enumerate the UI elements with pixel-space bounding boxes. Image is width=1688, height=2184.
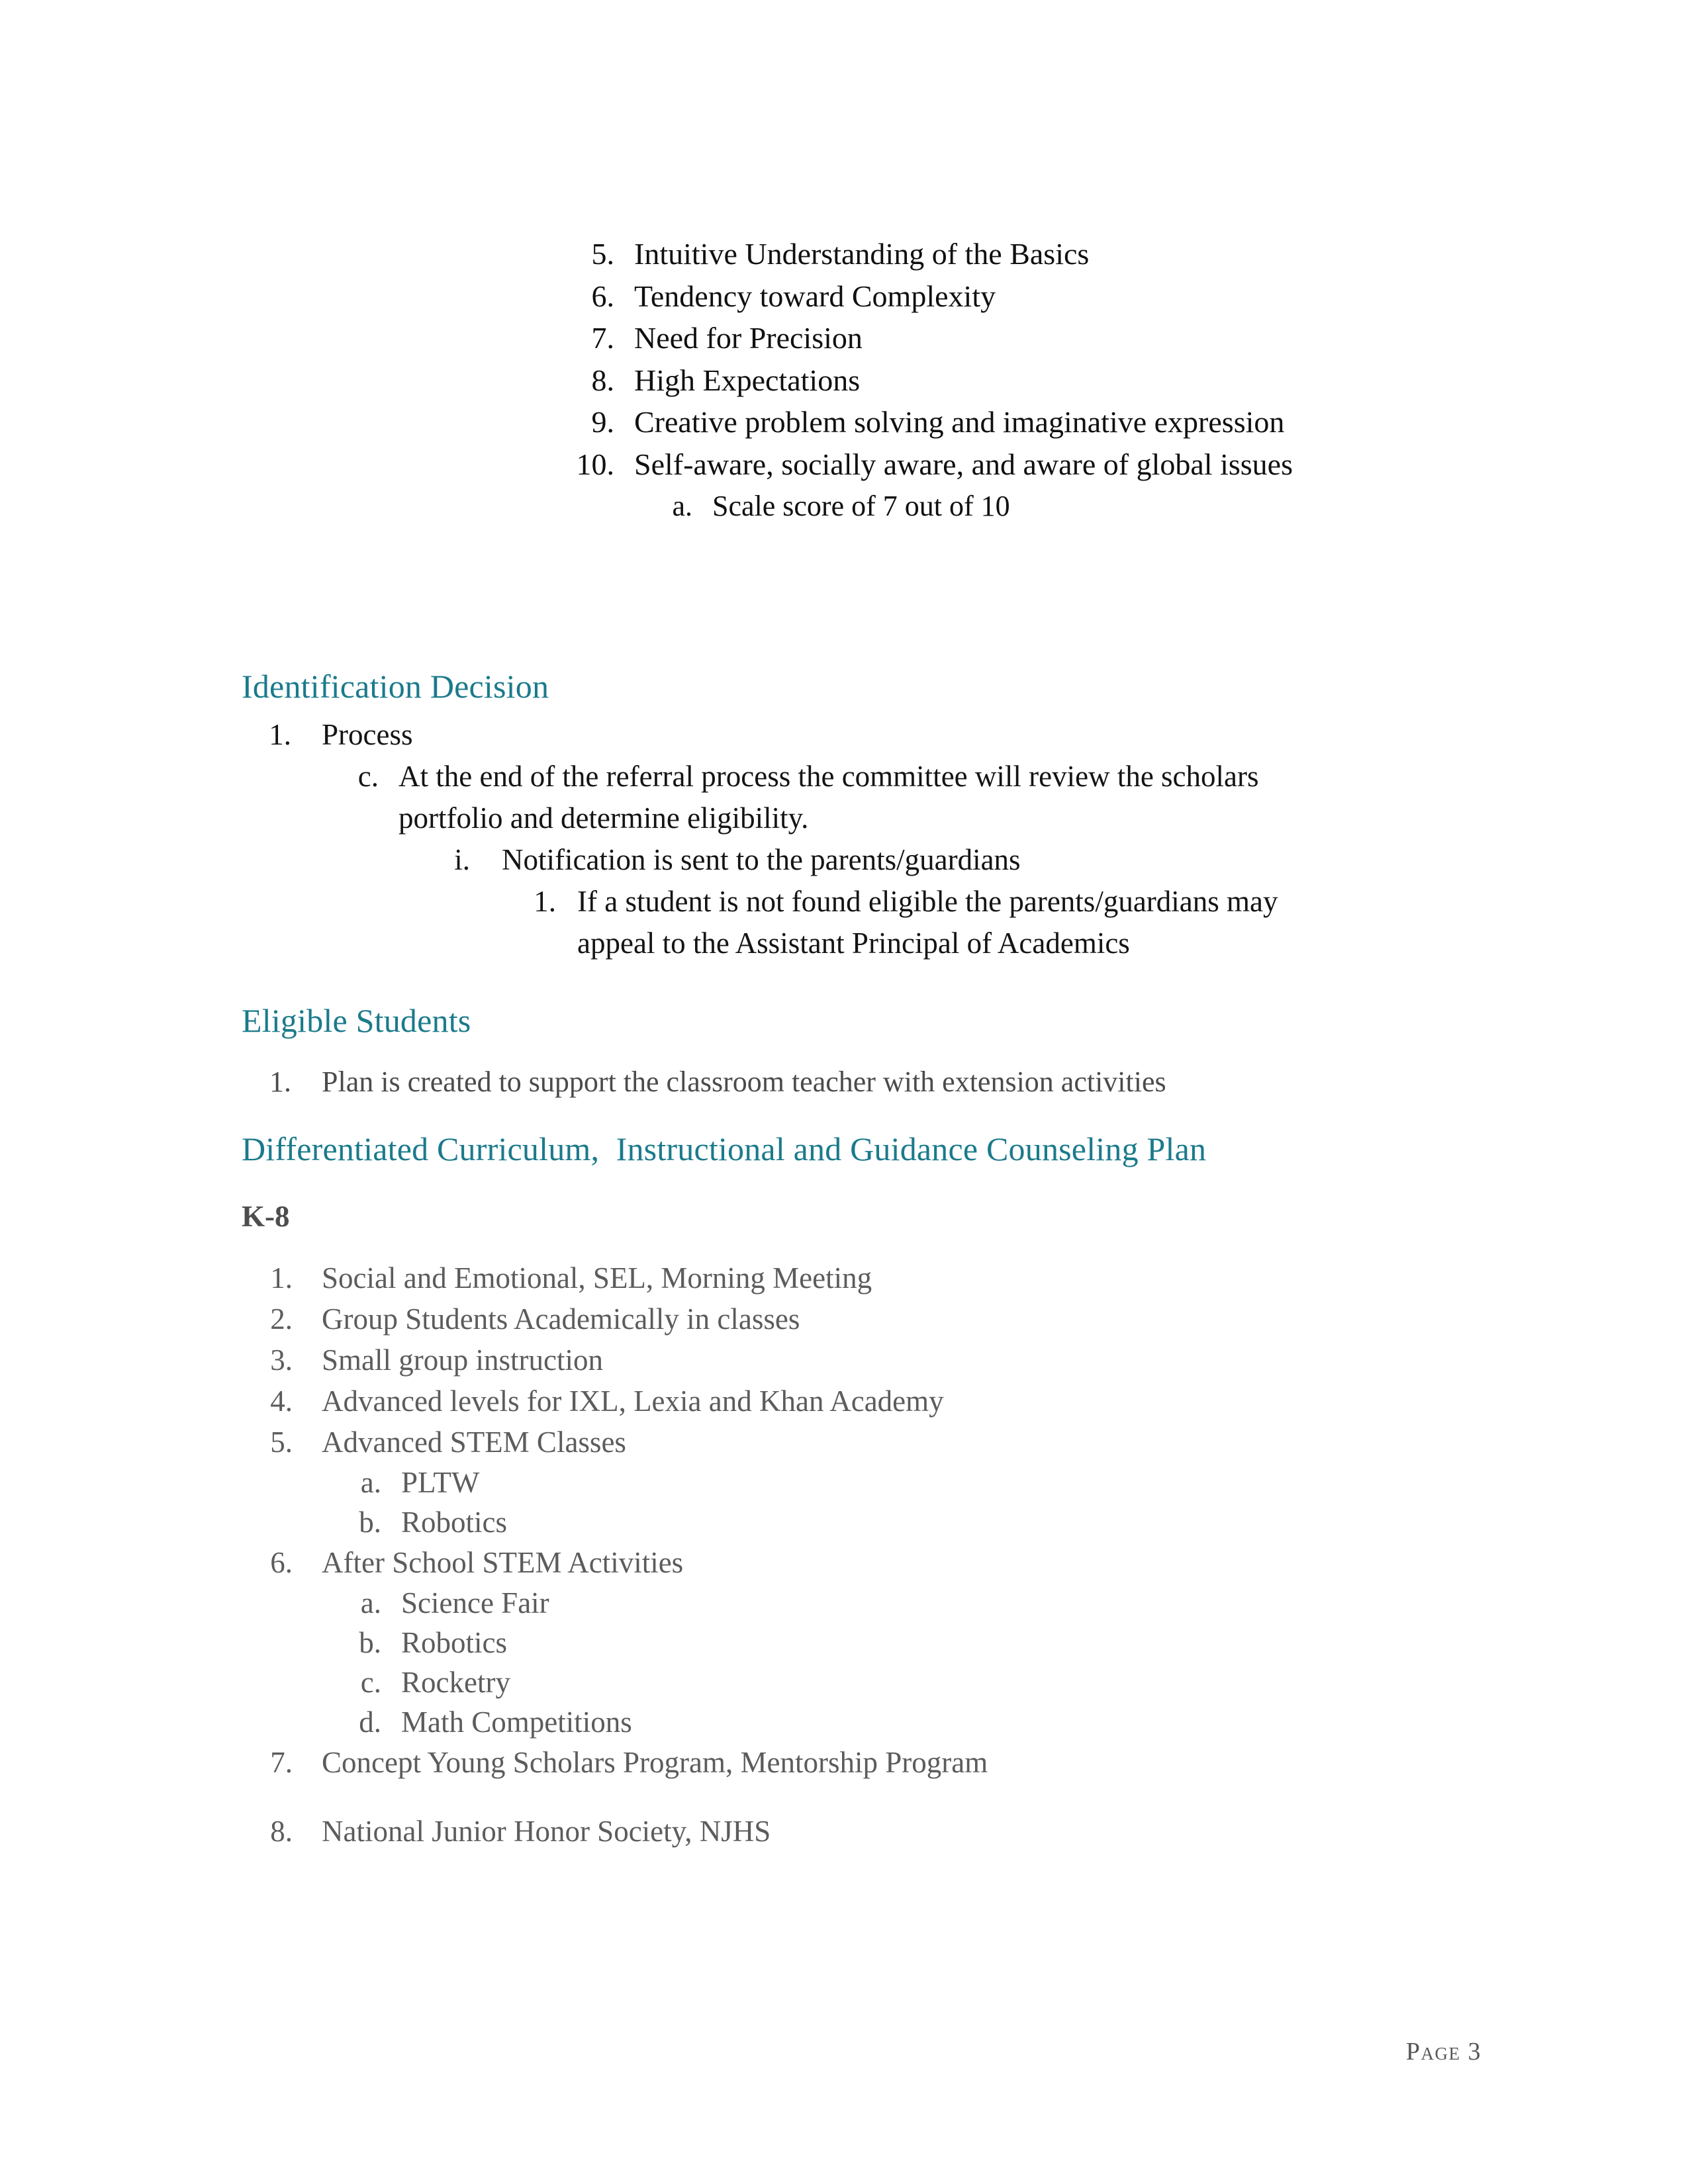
list-marker: 8. [591, 363, 614, 397]
list-spacer [0, 1783, 1688, 1811]
list-marker: c. [357, 760, 379, 793]
list-item-text: Concept Young Scholars Program, Mentorship Program [322, 1746, 988, 1779]
list-item-text: At the end of the referral process the committee will review the scholars portfolio and determine eligibility. [399, 760, 1259, 835]
list-item [0, 485, 1688, 527]
list-marker: a. [360, 1466, 381, 1499]
list-item-text: National Junior Honor Society, NJHS [322, 1815, 771, 1848]
list-item [0, 1257, 1688, 1298]
list-item-text: Advanced STEM Classes [322, 1426, 626, 1459]
list-item [0, 317, 1688, 359]
list-item [0, 1742, 1688, 1783]
list-item [0, 1422, 1688, 1463]
heading-differentiated-curriculum: Differentiated Curriculum, Instructional and Guidance Counseling Plan [242, 1130, 1207, 1167]
list-item-text: Scale score of 7 out of 10 [712, 490, 1010, 522]
list-item-text: Social and Emotional, SEL, Morning Meeting [322, 1261, 872, 1295]
k8-curriculum-section [0, 1257, 1688, 1852]
list-item [0, 1662, 1688, 1702]
list-item [0, 1623, 1688, 1662]
list-item-text: Robotics [401, 1626, 508, 1659]
list-marker: 1. [270, 1261, 293, 1295]
list-item-text: Science Fair [401, 1586, 549, 1619]
list-item-text: Creative problem solving and imaginative expression [634, 405, 1285, 439]
heading-eligible-students: Eligible Students [242, 1002, 471, 1039]
list-item [0, 1298, 1688, 1340]
list-item [0, 1583, 1688, 1623]
list-item-text: Robotics [401, 1506, 508, 1539]
list-item-text: Need for Precision [634, 321, 863, 355]
page-number-footer: Page 3 [1405, 2038, 1481, 2066]
eligible-students-list [0, 1062, 1688, 1102]
list-item-text: PLTW [401, 1466, 480, 1499]
list-item-text: Small group instruction [322, 1343, 603, 1377]
list-marker: i. [454, 843, 470, 876]
list-marker: 5. [591, 237, 614, 271]
list-item [0, 1502, 1688, 1542]
traits-list-section [0, 233, 1688, 527]
list-item [0, 756, 1688, 839]
process-sub-list [0, 756, 1688, 839]
list-item [0, 839, 1688, 881]
list-item [0, 401, 1688, 443]
list-marker: 6. [591, 279, 614, 313]
list-marker: 8. [270, 1815, 293, 1848]
list-marker: 1. [269, 1066, 291, 1098]
list-item-text: Advanced levels for IXL, Lexia and Khan Academy [322, 1385, 944, 1418]
list-item-text: Plan is created to support the classroom teacher with extension activities [322, 1066, 1166, 1098]
list-item [0, 1811, 1688, 1852]
k8-ordered-list [0, 1257, 1688, 1852]
list-item [0, 1702, 1688, 1742]
k8-sub-list-after-school [0, 1583, 1688, 1742]
list-marker: 7. [591, 321, 614, 355]
list-marker: a. [672, 490, 692, 522]
list-item-text: After School STEM Activities [322, 1546, 684, 1579]
list-marker: b. [359, 1626, 381, 1659]
list-marker: 3. [270, 1343, 293, 1377]
list-marker: 4. [270, 1385, 293, 1418]
list-item-text: Process [322, 718, 413, 751]
list-item [0, 1463, 1688, 1502]
traits-sub-list [0, 485, 1688, 527]
list-item-text: Notification is sent to the parents/guardians [502, 843, 1021, 876]
list-item [0, 714, 1688, 756]
list-item [0, 233, 1688, 275]
notification-list [0, 839, 1688, 881]
subheading-k8: K-8 [242, 1200, 290, 1233]
list-marker: 7. [270, 1746, 293, 1779]
list-item-text: If a student is not found eligible the parents/guardians may appeal to the Assistant Principal of Academics [577, 885, 1278, 960]
list-item [0, 1381, 1688, 1422]
eligible-students-section [0, 1062, 1688, 1102]
list-item-text: Tendency toward Complexity [634, 279, 996, 313]
list-item-text: Math Competitions [401, 1706, 632, 1739]
list-marker: 5. [270, 1426, 293, 1459]
list-item-text: Self-aware, socially aware, and aware of global issues [634, 447, 1293, 481]
list-item [0, 1542, 1688, 1583]
appeal-list [0, 881, 1688, 964]
list-item-text: High Expectations [634, 363, 861, 397]
list-item [0, 881, 1688, 964]
list-item [0, 275, 1688, 318]
list-item [0, 359, 1688, 402]
list-item [0, 1340, 1688, 1381]
list-marker: 10. [576, 447, 614, 481]
traits-ordered-list [0, 233, 1688, 527]
list-item-text: Intuitive Understanding of the Basics [634, 237, 1090, 271]
list-marker: 2. [270, 1302, 293, 1336]
process-list [0, 714, 1688, 756]
list-marker: d. [359, 1706, 381, 1739]
list-item-text: Group Students Academically in classes [322, 1302, 800, 1336]
list-item [0, 1062, 1688, 1102]
list-marker: a. [360, 1586, 381, 1619]
list-marker: 9. [591, 405, 614, 439]
list-marker: c. [360, 1666, 381, 1699]
list-marker: b. [359, 1506, 381, 1539]
identification-decision-section [0, 714, 1688, 964]
list-item-text: Rocketry [401, 1666, 510, 1699]
list-marker: 1. [534, 885, 556, 918]
list-item [0, 443, 1688, 486]
k8-sub-list-stem-classes [0, 1463, 1688, 1542]
list-marker: 6. [270, 1546, 293, 1579]
heading-identification-decision: Identification Decision [242, 668, 549, 705]
list-marker: 1. [269, 718, 291, 751]
